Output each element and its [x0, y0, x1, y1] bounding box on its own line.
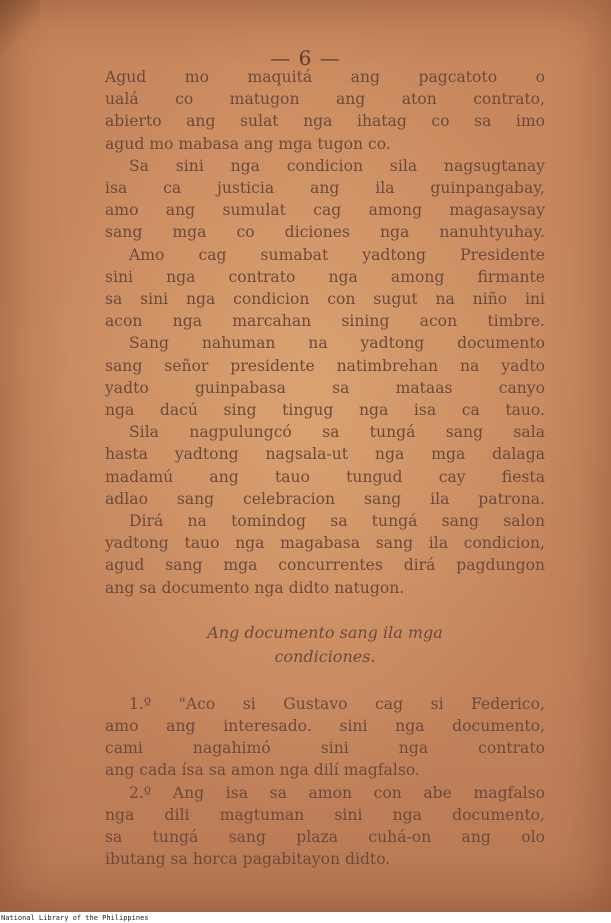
text-line: ang sa documento nga didto natugon. — [105, 578, 405, 597]
text-line: madamú ang tauo tungud cay fiesta — [105, 467, 545, 486]
poem-stanzas-top — [105, 66, 545, 599]
heading-line-1: Ang documento sang ila mga — [207, 622, 443, 642]
text-line: acon nga marcahan sining acon timbre. — [105, 312, 545, 331]
text-line: adlao sang celebracion sang ila patrona. — [105, 489, 545, 508]
text-line: isa ca justicia ang ila guinpangabay, — [105, 179, 545, 198]
text-line: nga dili magtuman sini nga documento, — [105, 805, 545, 824]
text-line: yadto guinpabasa sa mataas canyo — [105, 378, 545, 397]
text-line: ibutang sa horca pagabitayon didto. — [105, 850, 391, 869]
text-line: agud mo mabasa ang mga tugon co. — [105, 134, 391, 153]
text-line: sang mga co diciones nga nanuhtyuhay. — [105, 223, 545, 242]
text-line: hasta yadtong nagsala-ut nga mga dalaga — [105, 445, 545, 464]
text-line: sini nga contrato nga among firmante — [105, 267, 545, 286]
text-line: Dirá na tomindog sa tungá sang salon — [129, 512, 545, 531]
text-line: nga dacú sing tingug nga isa ca tauo. — [105, 401, 545, 420]
text-line: Sa sini nga condicion sila nagsugtanay — [129, 156, 545, 175]
text-line: Agud mo maquitá ang pagcatoto o — [105, 68, 545, 86]
page-number: — 6 — — [270, 46, 341, 70]
text-line: sa sini nga condicion con sugut na niño ini — [105, 290, 545, 309]
text-line: Sang nahuman na yadtong documento — [129, 334, 545, 353]
text-line: amo ang sumulat cag among magasaysay — [105, 201, 545, 220]
text-line: ualá co matugon ang aton contrato, — [105, 90, 545, 109]
text-line: cami nagahimó sini nga contrato — [105, 739, 545, 758]
text-line: 2.º Ang isa sa amon con abe magfalso — [129, 783, 545, 802]
text-line: sa tungá sang plaza cuhá-on ang olo — [105, 828, 545, 847]
library-watermark: National Library of the Philippines — [0, 913, 611, 923]
text-line: yadtong tauo nga magabasa sang ila condicion, — [105, 534, 545, 553]
poem-text — [105, 66, 545, 871]
text-line: agud sang mga concurrentes dirá pagdungon — [105, 556, 545, 575]
text-line: 1.º "Aco si Gustavo cag si Federico, — [129, 694, 545, 713]
heading-line-2: condiciones. — [274, 646, 376, 666]
section-heading — [105, 621, 545, 669]
text-line: amo ang interesado. sini nga documento, — [105, 717, 545, 736]
poem-stanzas-bottom — [105, 693, 545, 871]
text-line: sang señor presidente natimbrehan na yadto — [105, 356, 545, 375]
text-line: Amo cag sumabat yadtong Presidente — [129, 245, 545, 264]
text-line: Sila nagpulungcó sa tungá sang sala — [129, 423, 545, 442]
text-line: ang cada ísa sa amon nga dilí magfalso. — [105, 761, 420, 780]
text-line: abierto ang sulat nga ihatag co sa imo — [105, 112, 545, 131]
